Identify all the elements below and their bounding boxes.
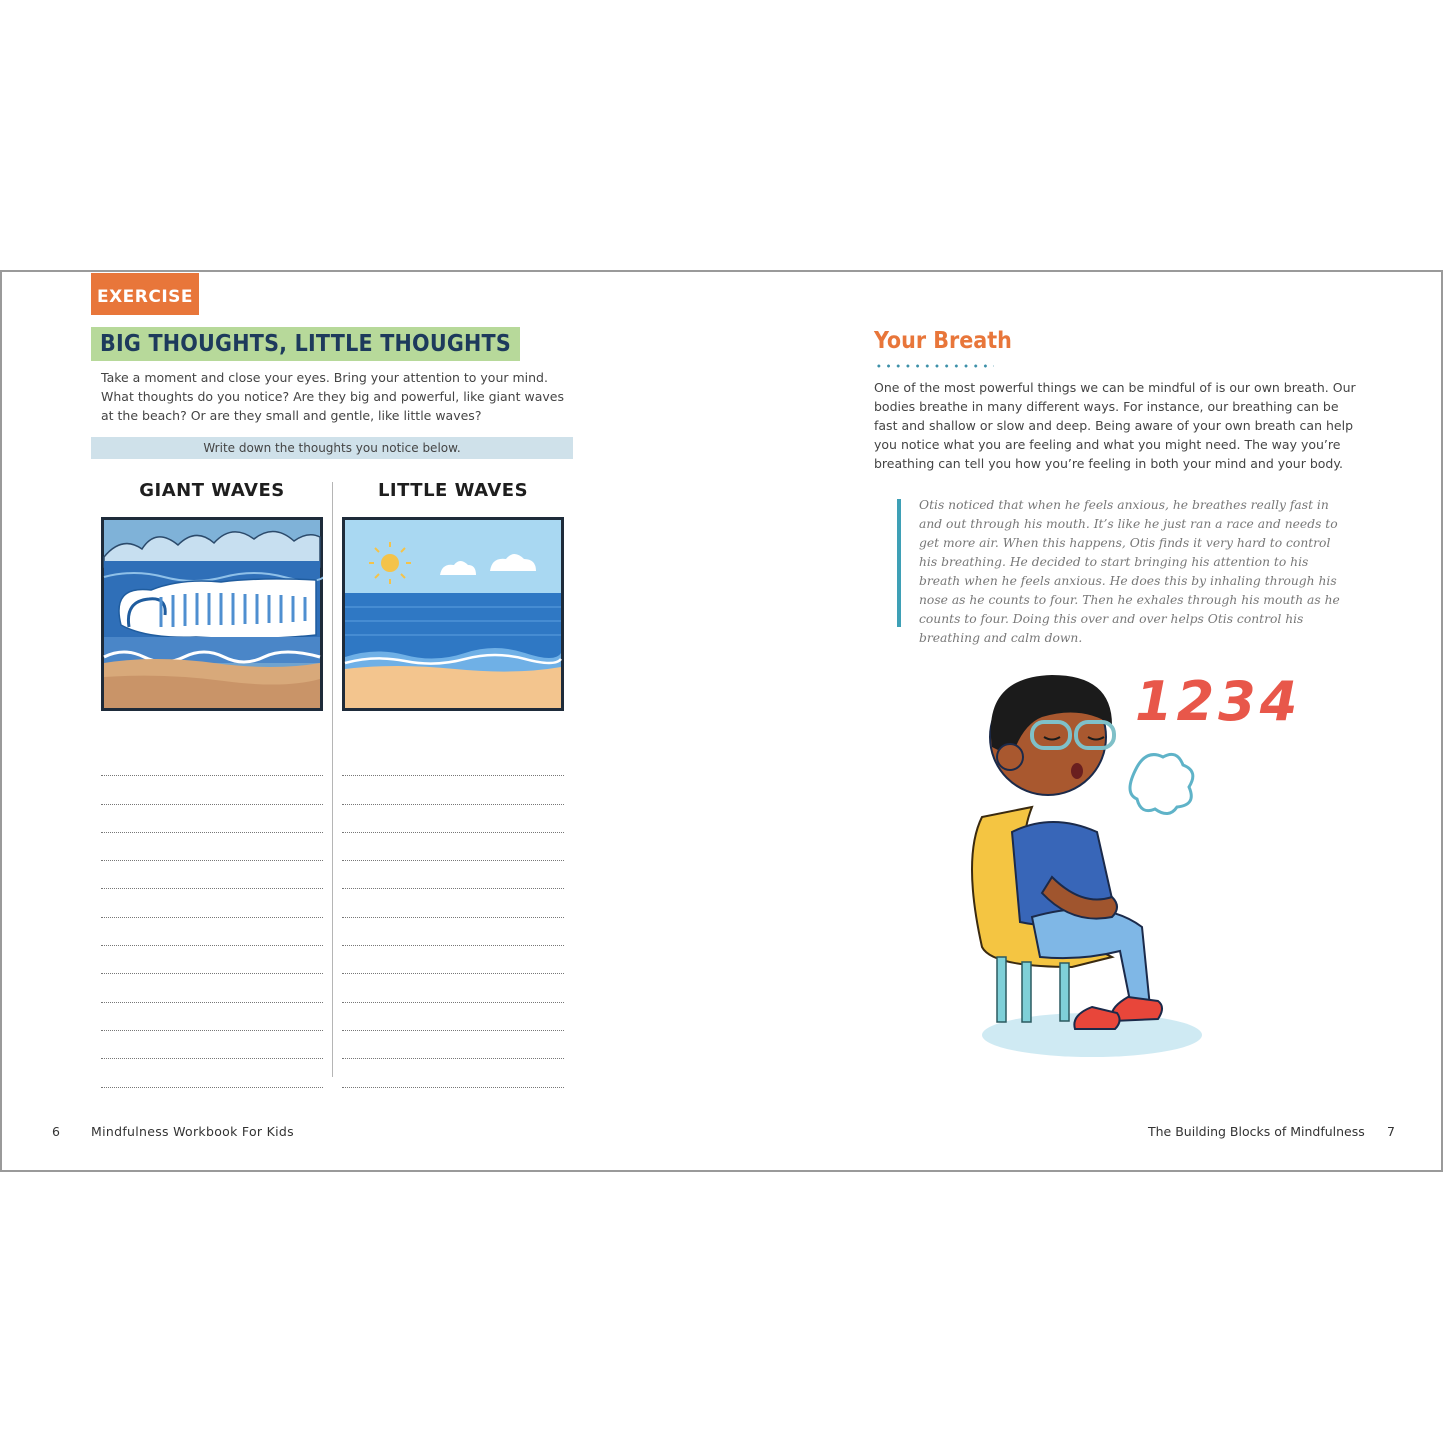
- story-quote: Otis noticed that when he feels anxious, he breathes really fast in and out through his mouth. It’s like he just ran a race and needs to get more air. When this happens, Otis finds it very hard to control his breathing. He decided to start bringing his attention to his breath when he feels anxious. He does this by inhaling through his nose as he counts to four. Then he exhales through his mouth as he counts to four. Doing this over and over helps Otis control his breathing and calm down.: [919, 498, 1340, 645]
- giant-waves-writing-lines[interactable]: [101, 748, 323, 1088]
- section-body: One of the most powerful things we can be mindful of is our own breath. Our bodies breathe in many different ways. For instance, our breathing can be fast and shallow or slow and deep. Being aware of your own breath can help you notice what you are feeling and what you might need. The way you’re breathing can tell you how you’re feeling in both your mind and your body.: [874, 380, 1356, 471]
- count-three: 3: [1218, 670, 1260, 733]
- count-two: 2: [1176, 670, 1219, 733]
- book-spread: [0, 270, 1443, 1172]
- title-dotted-rule: [874, 364, 994, 368]
- right-page-number: 7: [1387, 1124, 1395, 1139]
- left-page-number: 6: [52, 1124, 60, 1139]
- exercise-instructions: Take a moment and close your eyes. Bring your attention to your mind. What thoughts do you notice? Are they big and powerful, like giant waves at the beach? Or are they small and gentle, like little waves?: [101, 370, 564, 423]
- little-waves-illustration: [342, 517, 564, 711]
- write-instruction-bar: Write down the thoughts you notice below.: [91, 437, 573, 459]
- right-running-footer: The Building Blocks of Mindfulness: [1148, 1124, 1365, 1139]
- count-four: 4: [1259, 670, 1302, 733]
- column-divider: [332, 482, 333, 1077]
- little-waves-writing-lines[interactable]: [342, 748, 564, 1088]
- counting-numbers: [1135, 670, 1301, 733]
- little-waves-heading: LITTLE WAVES: [377, 480, 529, 501]
- exercise-title: BIG THOUGHTS, LITTLE THOUGHTS: [91, 327, 520, 361]
- giant-waves-illustration: [101, 517, 323, 711]
- exercise-tag: EXERCISE: [91, 273, 199, 315]
- left-running-footer: Mindfulness Workbook For Kids: [91, 1124, 294, 1139]
- count-one: 1: [1135, 670, 1177, 733]
- giant-waves-heading: GIANT WAVES: [139, 480, 285, 501]
- quote-accent-bar: [897, 499, 901, 627]
- section-title: Your Breath: [874, 328, 1012, 354]
